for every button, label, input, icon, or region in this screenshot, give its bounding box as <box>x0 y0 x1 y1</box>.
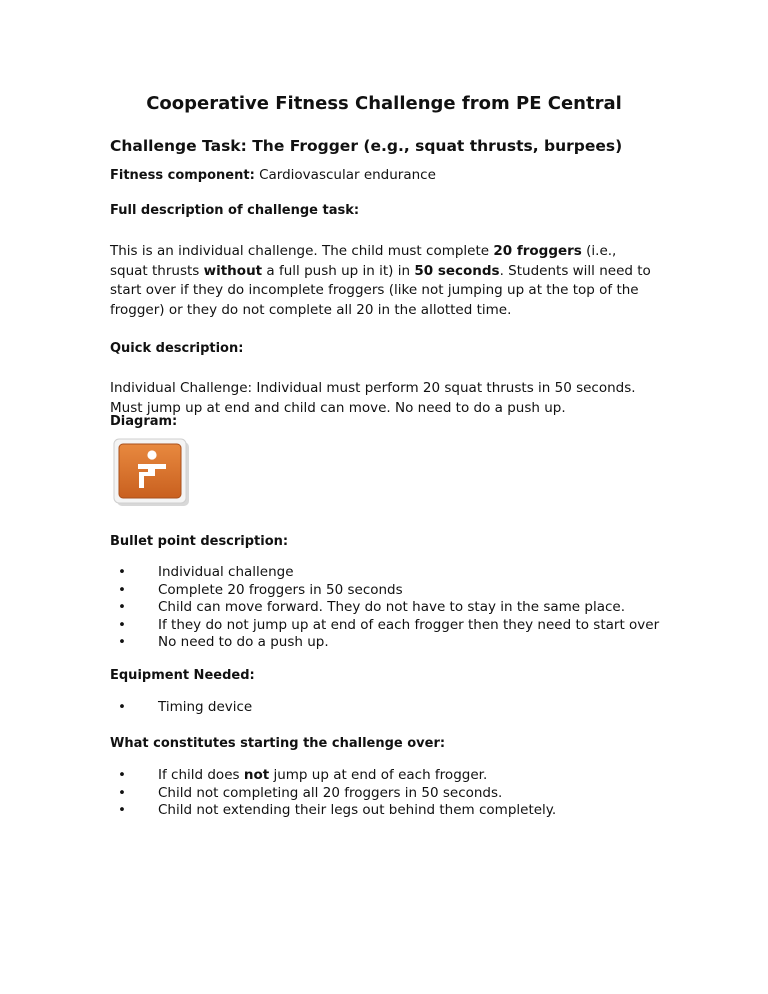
full-description-part: a full push up in it) in <box>262 262 415 279</box>
challenge-task-heading: Challenge Task: The Frogger (e.g., squat thrusts, burpees) <box>110 137 623 155</box>
fitness-component-label: Fitness component: <box>110 168 255 183</box>
bullet-marker: • <box>118 634 126 650</box>
bullet-marker: • <box>118 802 126 818</box>
list-item-text: If child does <box>158 767 244 783</box>
bullet-marker: • <box>118 564 126 580</box>
quick-description-text: Individual Challenge: Individual must perform 20 squat thrusts in 50 seconds. Must jump up at end and child can move. No need to do a push up. <box>110 380 636 416</box>
fitness-component-line <box>110 166 670 186</box>
list-item <box>110 582 690 600</box>
bullet-marker: • <box>118 599 126 615</box>
full-description-part: (i.e., squat thrusts <box>110 243 617 279</box>
list-item <box>110 634 690 652</box>
list-item-bold: not <box>243 767 270 783</box>
list-item-text: No need to do a push up. <box>158 634 329 650</box>
squat-figure-icon <box>111 438 193 508</box>
list-item <box>110 767 690 785</box>
list-item-text: Complete 20 froggers in 50 seconds <box>158 581 403 598</box>
equipment-label: Equipment Needed: <box>110 668 255 683</box>
bullet-marker: • <box>118 784 126 801</box>
full-description-bold: 50 seconds <box>414 262 500 279</box>
list-item-text: Individual challenge <box>158 564 294 580</box>
list-item-text: Child not extending their legs out behind them completely. <box>158 802 557 818</box>
list-item-text: Child not completing all 20 froggers in 50 seconds. <box>158 784 503 801</box>
list-item-text: Timing device <box>158 699 253 715</box>
bullet-marker: • <box>118 699 126 715</box>
bullet-description-label: Bullet point description: <box>110 534 289 549</box>
fitness-component-value: Cardiovascular endurance <box>254 167 436 183</box>
list-item <box>110 785 690 803</box>
document-title: Cooperative Fitness Challenge from PE Central <box>146 93 622 114</box>
list-item <box>110 802 690 820</box>
bullet-marker: • <box>118 581 126 598</box>
equipment-list <box>110 699 690 717</box>
bullet-marker: • <box>118 767 126 783</box>
start-over-list <box>110 767 690 820</box>
quick-description-label: Quick description: <box>110 341 244 356</box>
full-description-text <box>110 242 658 320</box>
full-description-label: Full description of challenge task: <box>110 203 360 218</box>
full-description-part: This is an individual challenge. The child must complete <box>110 243 494 259</box>
full-description-part: . Students will need to start over if they do incomplete froggers (like not jumping up at the top of the frogger) or they do not complete all 20 in the allotted time. <box>110 262 651 318</box>
list-item <box>110 599 690 617</box>
start-over-label: What constitutes starting the challenge over: <box>110 736 446 751</box>
full-description-bold: 20 froggers <box>493 243 582 259</box>
diagram-label: Diagram: <box>110 414 178 429</box>
full-description-bold: without <box>203 262 263 279</box>
list-item <box>110 564 690 582</box>
bullet-description-list <box>110 564 690 652</box>
list-item <box>110 699 690 717</box>
list-item-text: jump up at end of each frogger. <box>269 767 488 783</box>
list-item <box>110 617 690 635</box>
bullet-marker: • <box>118 616 126 633</box>
list-item-text: Child can move forward. They do not have to stay in the same place. <box>158 599 625 615</box>
list-item-text: If they do not jump up at end of each frogger then they need to start over <box>158 616 660 633</box>
